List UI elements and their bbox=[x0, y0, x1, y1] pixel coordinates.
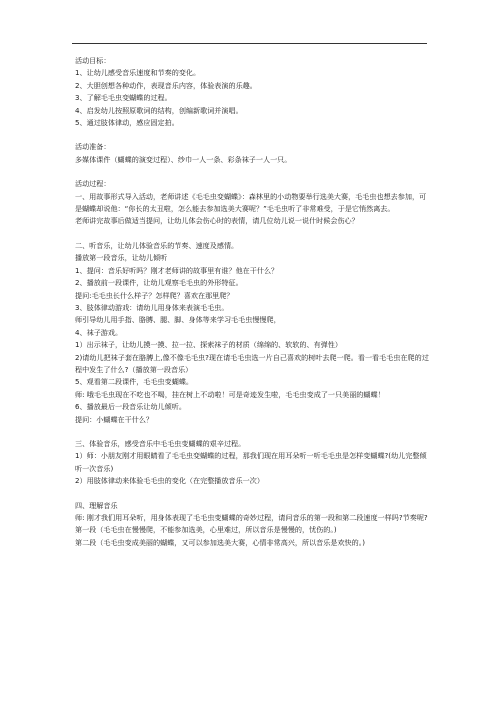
spacer bbox=[75, 426, 430, 438]
section-2-line: 师: 哦毛毛虫现在不吃也不喝，挂在树上不动啦！可是奇迹发生啦，毛毛虫变成了一只美丽的蝴蝶！ bbox=[75, 389, 385, 399]
section-2-line: 1）出示袜子，让幼儿摸一摸、拉一拉、探索袜子的材质（绵绵的、软软的、有弹性） bbox=[75, 340, 342, 350]
section-4-line: 师: 刚才我们用耳朵听，用身体表现了毛毛虫变蝴蝶的奇妙过程，请问音乐的第一段和第二段速度一样吗?节奏呢? bbox=[75, 513, 428, 522]
section-3-line: 1）师：小朋友刚才用眼睛看了毛毛虫变蝴蝶的过程，那我们现在用耳朵听一听毛毛虫是怎样变蝴蝶?(幼儿完整倾听一次音乐) bbox=[75, 451, 427, 473]
section-2-line: 师引导幼儿用手指、胳膊、腿、脚、身体等来学习毛毛虫慢慢爬， bbox=[75, 315, 281, 325]
section-2-line: 提问:毛毛虫长什么样子？怎样爬？喜欢在那里爬？ bbox=[75, 290, 234, 300]
spacer bbox=[75, 129, 430, 141]
process-heading: 活动过程： bbox=[75, 179, 111, 189]
document-body bbox=[75, 55, 430, 549]
prep-heading: 活动准备： bbox=[75, 142, 111, 152]
goals-heading: 活动目标： bbox=[75, 56, 111, 65]
section-1-title: 一、用故事形式导入活动，老师讲述《毛毛虫变蝴蝶》：森林里的小动物要举行选美大赛，毛毛虫也想去参加，可是蝴蝶却说他：“你长的太丑啦，怎么能去参加选美大赛呢？”毛毛虫听了非常难受，于是它悄然离去。 bbox=[75, 191, 427, 214]
section-4-title: 四、理解音乐 bbox=[75, 500, 118, 510]
section-2-line: 提问：小蝴蝶在干什么？ bbox=[75, 414, 154, 424]
section-3-line: 2）用肢体律动来体验毛毛虫的变化（在完整播放音乐一次） bbox=[75, 476, 264, 486]
section-2-line: 2、播放前一段课件，让幼儿观察毛毛虫的外形特征。 bbox=[75, 278, 243, 288]
section-2-line: 5、观看第二段课件，毛毛虫变蝴蝶。 bbox=[75, 377, 194, 387]
header-rule bbox=[72, 43, 427, 44]
section-3-title: 三、体验音乐，感受音乐中毛毛虫变蝴蝶的艰辛过程。 bbox=[75, 438, 246, 448]
section-2-line: 2)请幼儿把袜子套在胳膊上,像不像毛毛虫?现在请毛毛虫选一片自己喜欢的树叶去爬一爬。看一看毛毛虫在爬的过程中发生了什么?（播放第一段音乐） bbox=[75, 352, 429, 374]
section-2-title: 二、听音乐，让幼儿体验音乐的节奏、速度及感情。 bbox=[75, 240, 239, 250]
goal-item: 3、了解毛毛虫变蝴蝶的过程。 bbox=[75, 93, 172, 103]
goal-item: 5、通过肢体律动，感应固定拍。 bbox=[75, 118, 179, 128]
goal-item: 2、大胆创想各种动作，表现音乐内容，体验表演的乐趣。 bbox=[75, 80, 257, 90]
goal-item: 1、让幼儿感受音乐速度和节奏的变化。 bbox=[75, 68, 201, 78]
section-2-line: 4、袜子游戏。 bbox=[75, 327, 123, 337]
spacer bbox=[75, 166, 430, 178]
spacer bbox=[75, 228, 430, 240]
section-2-line: 3、肢体律动游戏：请幼儿用身体来表演毛毛虫。 bbox=[75, 302, 229, 312]
prep-text: 多媒体课件（蝴蝶的演变过程）、纱巾一人一条、彩条袜子一人一只。 bbox=[75, 154, 292, 164]
spacer bbox=[75, 488, 430, 500]
section-2-line: 播放第一段音乐，让幼儿倾听 bbox=[75, 253, 168, 263]
section-1-text: 老师讲完故事后做适当提问，让幼儿体会伤心时的表情，请几位幼儿说一说什时候会伤心？ bbox=[75, 216, 359, 226]
section-4-line: 第二段（毛毛虫变成美丽的蝴蝶，又可以参加选美大赛，心情非常高兴，所以音乐是欢快的。) bbox=[75, 537, 366, 547]
section-2-line: 1、提问：音乐好听吗？刚才老师讲的故事里有谁？他在干什么？ bbox=[75, 265, 279, 275]
section-2-line: 6、播放最后一段音乐让幼儿倾听。 bbox=[75, 402, 186, 412]
section-4-line: 第一段（毛毛虫在慢慢爬，不能参加选美，心里难过，所以音乐是慢慢的，忧伤的。) bbox=[75, 525, 337, 535]
goal-item: 4、启发幼儿按照原歌词的结构，创编新歌词并演唱。 bbox=[75, 105, 243, 115]
